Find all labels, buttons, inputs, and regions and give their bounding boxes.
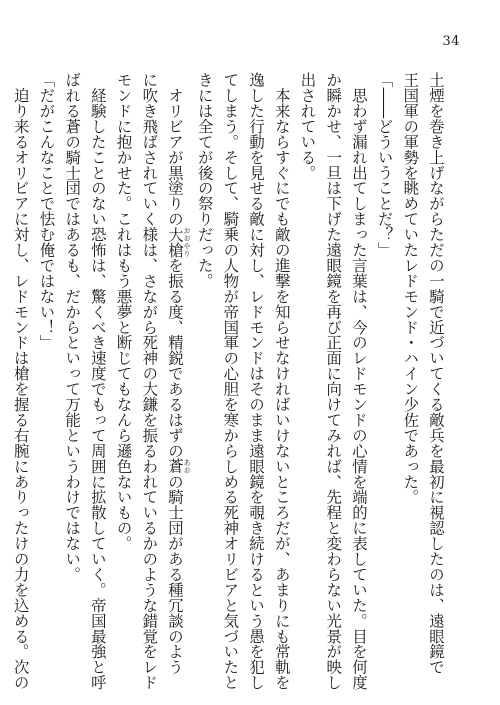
ruby-reading: おおやり <box>182 226 191 258</box>
ruby-word <box>165 226 191 258</box>
ruby-base: 蒼 <box>165 458 184 474</box>
text-line: か瞬かせ、一旦は下げた遠眼鏡を再び正面に向けてみれば、先程と変わらない光景が映し <box>324 72 343 690</box>
text-line: 「――どういうことだ？」 <box>375 72 394 258</box>
text-line-with-ruby <box>161 72 191 675</box>
text-line: 出されている。 <box>298 72 317 181</box>
text-line: 「だがこんなことで怯む俺ではない！」 <box>37 72 56 351</box>
text-line: 本来ならすぐにでも敵の進撃を知らせなければいけないところだが、あまりにも常軌を <box>272 72 291 690</box>
text-line: 経験したことのない恐怖は、驚くべき速度でもって周囲に拡散していく。帝国最強と呼 <box>88 72 107 690</box>
ruby-reading: あお <box>182 458 191 474</box>
text-line: 王国軍の軍勢を眺めていたレドモンド・ハイン少佐であった。 <box>401 72 420 505</box>
text-segment: オリビアが黒塗りの <box>165 72 184 227</box>
text-line: きには全てが後の祭りだった。 <box>195 72 214 289</box>
ruby-base: 大槍 <box>165 226 184 258</box>
text-line: に吹き飛ばされていく様は、さながら死神の大鎌を振るわれているかのような錯覚をレド <box>140 72 159 690</box>
page-number: 34 <box>442 34 460 49</box>
text-line: 逸した行動を見せる敵に対し、レドモンドはそのまま遠眼鏡を覗き続けるという愚を犯し <box>247 72 266 690</box>
text-line: 土煙を巻き上げながらただの一騎で近づいてくる敵兵を最初に視認したのは、遠眼鏡で <box>427 72 445 675</box>
text-line: 迫り来るオリビアに対し、レドモンドは槍を握る右腕にありったけの力を込める。次の <box>11 72 30 690</box>
text-line: てしまう。そして、騎乗の人物が帝国軍の心胆を寒からしめる死神オリビアと気づいたと <box>221 72 240 690</box>
vertical-text-block <box>7 72 448 690</box>
text-segment: の騎士団がある種冗談のよう <box>165 473 184 675</box>
ruby-word <box>165 458 191 474</box>
text-segment: を振る度、精鋭であるはずの <box>165 257 184 459</box>
text-line: 思わず漏れ出てしまった言葉は、今のレドモンドの心情を端的に表していた。目を何度 <box>349 72 368 690</box>
text-line: モンドに抱かせた。これはもう悪夢と断じてもなんら遜色ないもの。 <box>114 72 133 551</box>
text-line: ばれる蒼の騎士団ではあるも、だからといって万能というわけではない。 <box>63 72 82 582</box>
